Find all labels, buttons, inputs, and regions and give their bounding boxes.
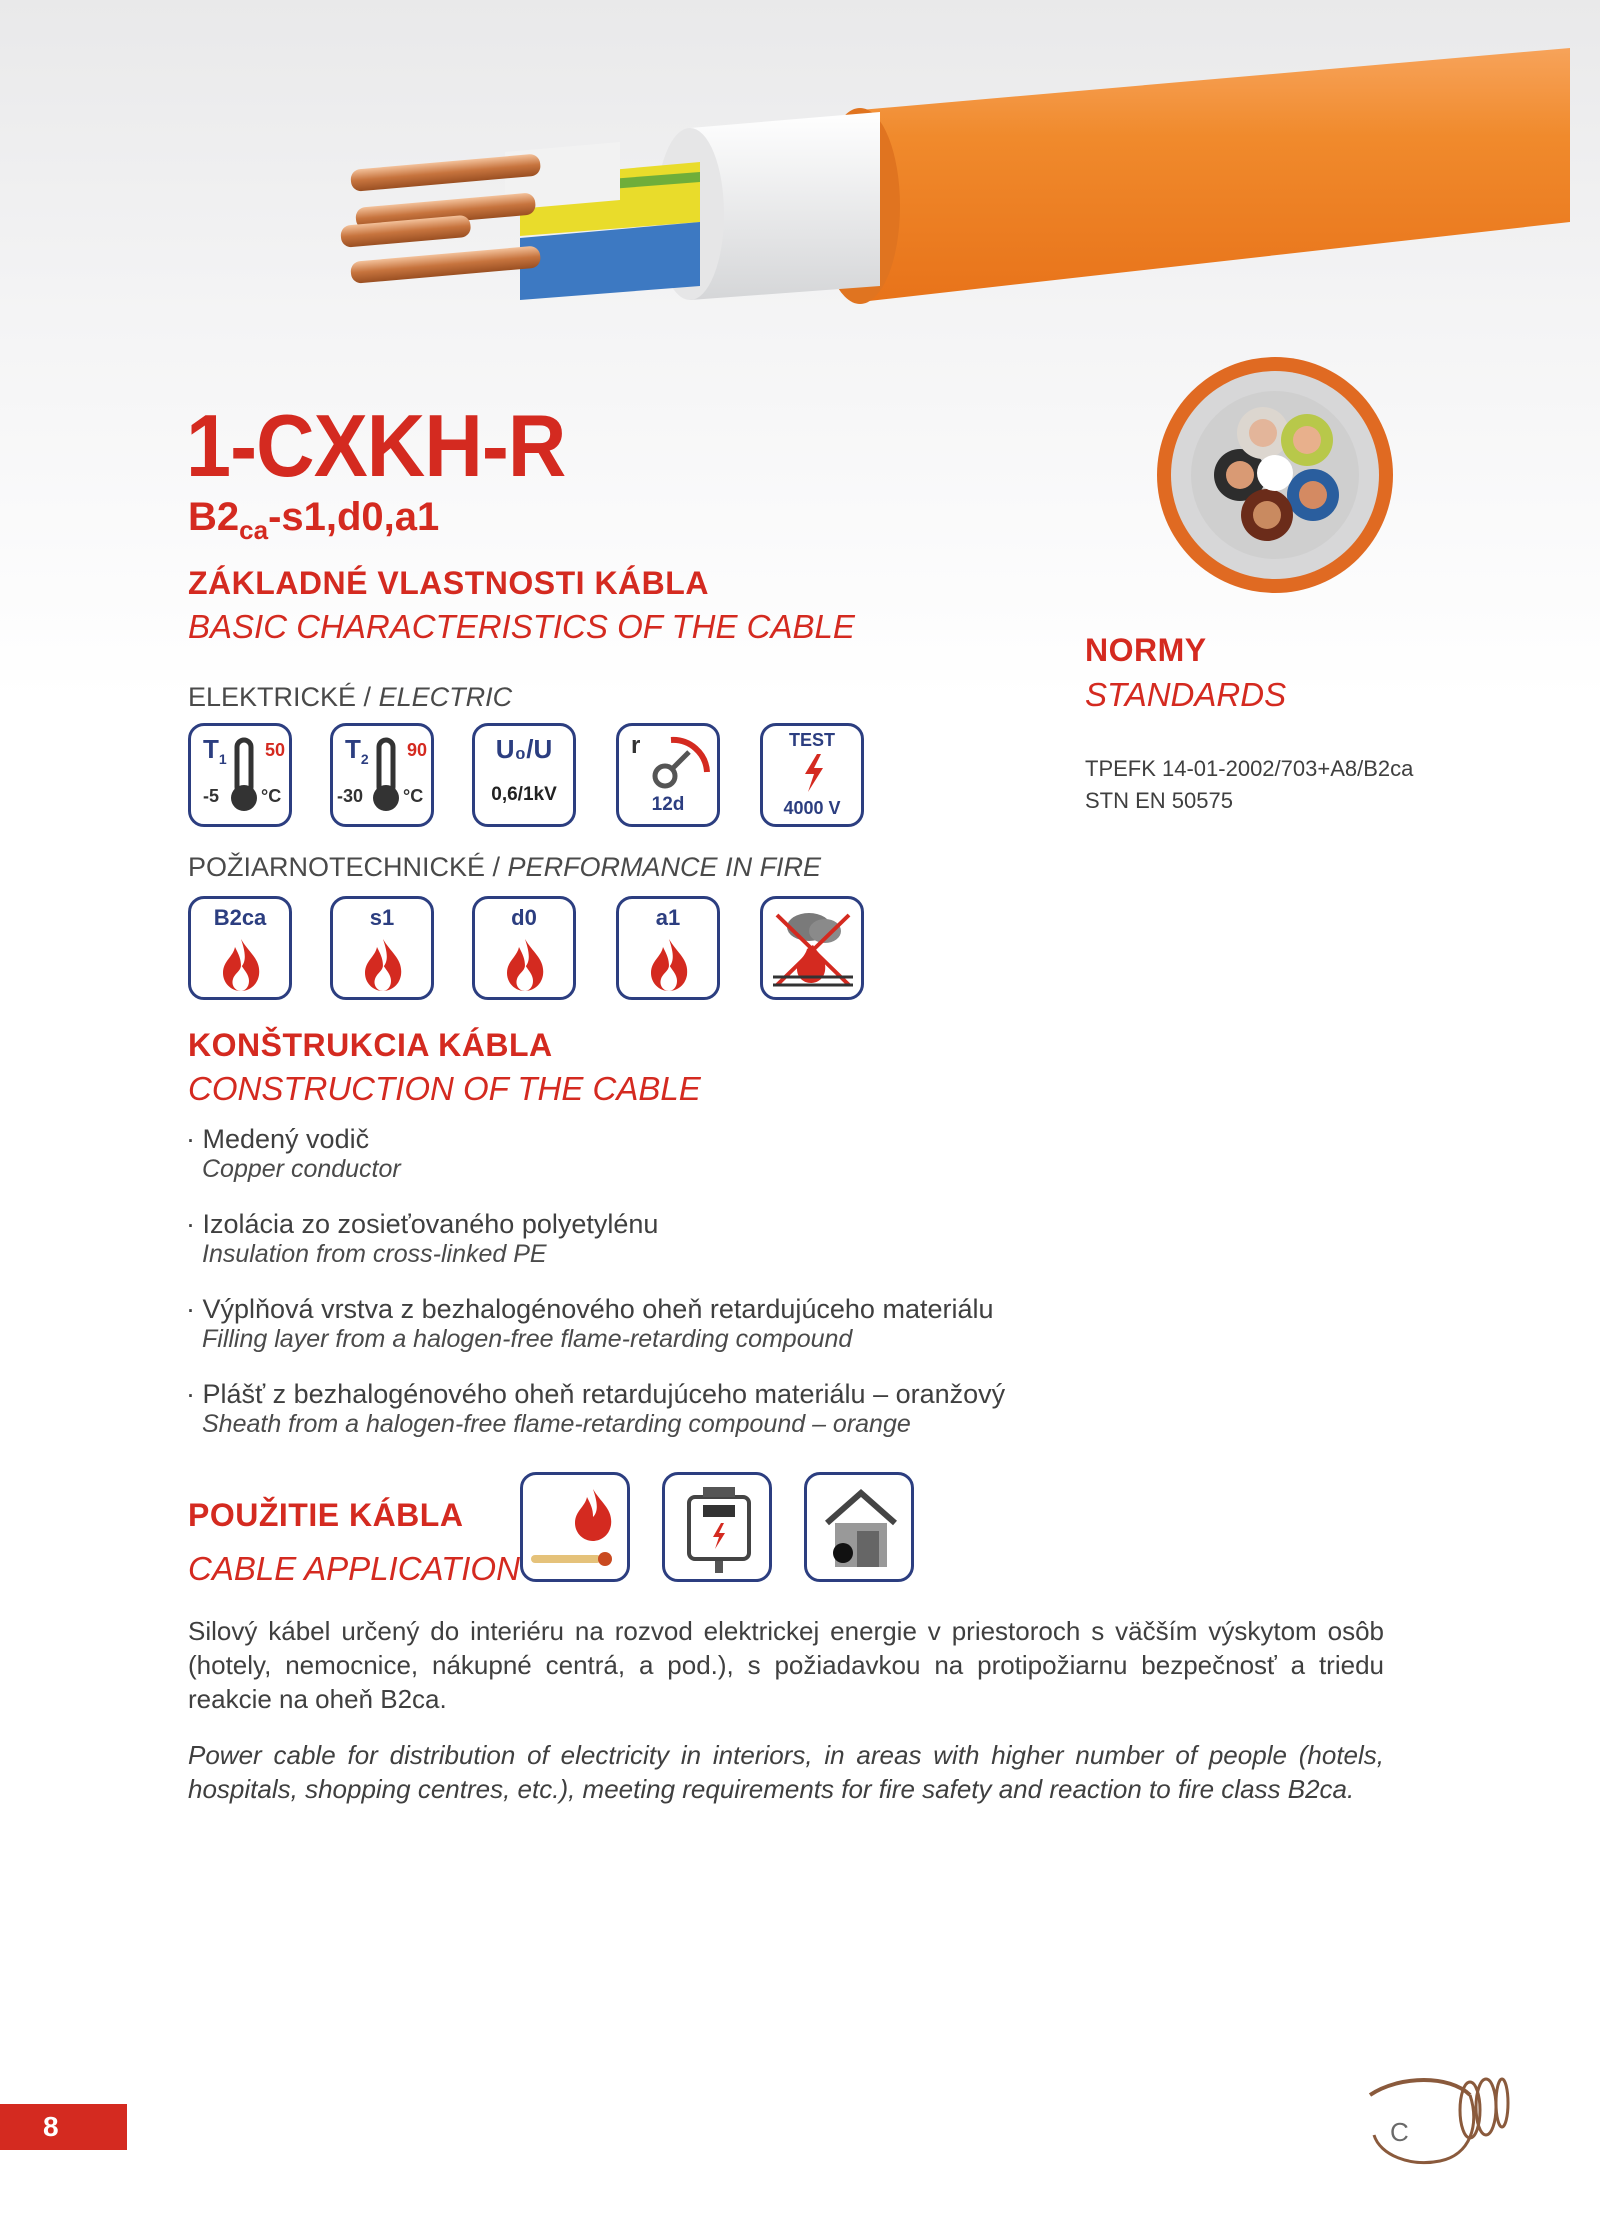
flame-icon [361,937,405,993]
electric-subheading: ELEKTRICKÉ / ELECTRIC [188,682,513,712]
voltage-icon: U₀/U 0,6/1kV [472,723,576,827]
company-logo [1360,2055,1510,2175]
construction-heading-en: CONSTRUCTION OF THE CABLE [188,1070,701,1107]
flame-icon [219,937,263,993]
voltage-test-icon: TEST 4000 V [760,723,864,827]
application-text-en: Power cable for distribution of electricity in interiors, in areas with higher number of people (hotels, hospitals, shopping centres, etc.), meeting requirements for fire safety and reaction to fire class B2ca. [188,1740,1384,1804]
bending-radius-icon: r 12d [616,723,720,827]
application-heading-sk: POUŽITIE KÁBLA [188,1497,464,1533]
basic-heading-sk: ZÁKLADNÉ VLASTNOSTI KÁBLA [188,565,709,601]
lightning-icon [799,752,829,794]
cable-cross-section [1155,355,1395,595]
list-item: · Plášť z bezhalogénového oheň retardujúceho materiálu – oranžový Sheath from a halogen-free flame-retarding compound – orange [186,1379,1006,1438]
construction-heading-sk: KONŠTRUKCIA KÁBLA [188,1027,553,1063]
basic-heading-en: BASIC CHARACTERISTICS OF THE CABLE [188,608,855,645]
application-heading-en: CABLE APPLICATION [188,1550,520,1587]
product-title: 1-CXKH-R [186,396,566,495]
flame-icon [503,937,547,993]
fire-class-b2ca-icon: B2ca [188,896,292,1000]
house-icon [817,1483,905,1575]
list-item: · Izolácia zo zosieťovaného polyetylénu Insulation from cross-linked PE [186,1209,659,1268]
list-item: · Výplňová vrstva z bezhalogénového oheň retardujúceho materiálu Filling layer from a halogen-free flame-retarding compound [186,1294,994,1353]
electrical-panel-icon [679,1483,759,1575]
temperature-t2-icon: $T_2$ 90 -30 °C [330,723,434,827]
standard-line-2: STN EN 50575 [1085,788,1233,813]
distribution-board-icon [662,1472,772,1582]
fire-class-d0-icon: d0 [472,896,576,1000]
flame-icon [647,937,691,993]
fire-subheading: POŽIARNOTECHNICKÉ / PERFORMANCE IN FIRE [188,852,822,882]
fire-class-s1-icon: s1 [330,896,434,1000]
standard-line-1: TPEFK 14-01-2002/703+A8/B2ca [1085,756,1414,781]
application-text-sk: Silový kábel určený do interiéru na rozvod elektrickej energie v priestoroch s väčším výskytom osôb (hotely, nemocnice, nákupné centrá, a pod.), s požiadavkou na protipožiarnu bezpečnosť a triedu reakcie na oheň B2ca. [188,1616,1384,1714]
thermometer-icon [369,736,403,816]
match-flame-icon [527,1481,625,1577]
page-number: 8 [43,2111,59,2142]
temperature-t1-icon: $T_1$ 50 -5 °C [188,723,292,827]
standards-heading-sk: NORMY [1085,632,1207,668]
fire-class-a1-icon: a1 [616,896,720,1000]
interior-building-icon [804,1472,914,1582]
fire-safety-application-icon [520,1472,630,1582]
smoke-cross-icon [769,905,857,993]
logo-letter: C [1390,2117,1409,2147]
page-number-box [0,2104,127,2150]
reaction-class: $B2_{ca}-s1,d0,a1$ [188,495,440,545]
construction-list [186,1124,1005,1464]
standards-heading-en: STANDARDS [1085,676,1287,713]
list-item: · Medený vodič Copper conductor [186,1124,401,1183]
thermometer-icon [227,736,261,816]
bend-arrow-icon [649,732,713,792]
cable-illustration [0,0,1600,360]
no-smoke-icon [760,896,864,1000]
